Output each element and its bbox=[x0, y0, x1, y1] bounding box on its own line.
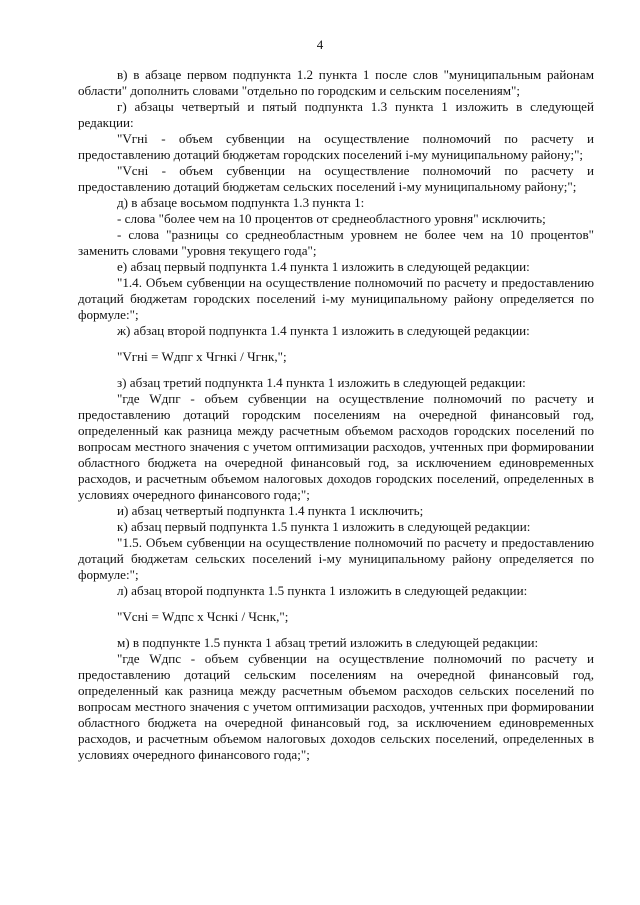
paragraph-k-clause: к) абзац первый подпункта 1.5 пункта 1 изложить в следующей редакции: bbox=[117, 519, 531, 534]
paragraph-l-clause: л) абзац второй подпункта 1.5 пункта 1 изложить в следующей редакции: bbox=[117, 583, 528, 598]
paragraph-m-clause: м) в подпункте 1.5 пункта 1 абзац третий изложить в следующей редакции: bbox=[117, 635, 539, 650]
paragraph-definition-vgni: "Vгнi - объем субвенции на осуществление полномочий по расчету и предоставлению дотаций бюджетам городских поселений i-му муниципальному району;"; bbox=[78, 131, 594, 162]
paragraph-e-clause: е) абзац первый подпункта 1.4 пункта 1 изложить в следующей редакции: bbox=[117, 259, 530, 274]
page-number: 4 bbox=[316, 37, 324, 52]
paragraph-definition-wdps: "где Wдпс - объем субвенции на осуществление полномочий по расчету и предоставлению дотаций сельским поселениям на очередной финансовый год, определенный как разница между расчетным объемом расходов сельских поселений по вопросам местного значения с учетом оптимизации расходов, учтенных при формировании областного бюджета на очередной финансовый год, за исключением единовременных расходов, и расчетным объемом налоговых доходов сельских поселений, определенных в условиях очередного финансового года;"; bbox=[78, 651, 594, 762]
document-body bbox=[78, 67, 594, 763]
paragraph-g-clause: г) абзацы четвертый и пятый подпункта 1.3 пункта 1 изложить в следующей редакции: bbox=[78, 99, 594, 130]
paragraph-definition-wdpg: "где Wдпг - объем субвенции на осуществление полномочий по расчету и предоставлению дотаций городским поселениям на очередной финансовый год, определенный как разница между расчетным объемом расходов городских поселений по вопросам местного значения с учетом оптимизации расходов, учтенных при формировании областного бюджета на очередной финансовый год, за исключением единовременных расходов, и расчетным объемом налоговых доходов городских поселений, определенных в условиях очередного финансового года;"; bbox=[78, 391, 594, 502]
paragraph-zh-clause: ж) абзац второй подпункта 1.4 пункта 1 изложить в следующей редакции: bbox=[117, 323, 530, 338]
paragraph-i-clause: и) абзац четвертый подпункта 1.4 пункта 1 исключить; bbox=[117, 503, 424, 518]
paragraph-v-clause: в) в абзаце первом подпункта 1.2 пункта 1 после слов "муниципальным районам области" дополнить словами "отдельно по городским и сельским поселениям"; bbox=[78, 67, 594, 98]
paragraph-d-item-1: - слова "более чем на 10 процентов от среднеобластного уровня" исключить; bbox=[117, 211, 546, 226]
formula-vsni: "Vснi = Wдпс x Чснкi / Чснк,"; bbox=[117, 609, 289, 624]
formula-vgni: "Vгнi = Wдпг x Чгнкi / Чгнк,"; bbox=[117, 349, 287, 364]
paragraph-z-clause: з) абзац третий подпункта 1.4 пункта 1 изложить в следующей редакции: bbox=[117, 375, 526, 390]
paragraph-item-1-5: "1.5. Объем субвенции на осуществление полномочий по расчету и предоставлению дотаций бюджетам сельских поселений i-му муниципальному району определяется по формуле:"; bbox=[78, 535, 594, 582]
paragraph-item-1-4: "1.4. Объем субвенции на осуществление полномочий по расчету и предоставлению дотаций бюджетам городских поселений i-му муниципальному району определяется по формуле:"; bbox=[78, 275, 594, 322]
paragraph-d-item-2: - слова "разницы со среднеобластным уровнем не более чем на 10 процентов" заменить словами "уровня текущего года"; bbox=[78, 227, 594, 258]
paragraph-definition-vsni: "Vснi - объем субвенции на осуществление полномочий по расчету и предоставлению дотаций бюджетам сельских поселений i-му муниципальному району;"; bbox=[78, 163, 594, 194]
paragraph-d-clause: д) в абзаце восьмом подпункта 1.3 пункта 1: bbox=[117, 195, 365, 210]
